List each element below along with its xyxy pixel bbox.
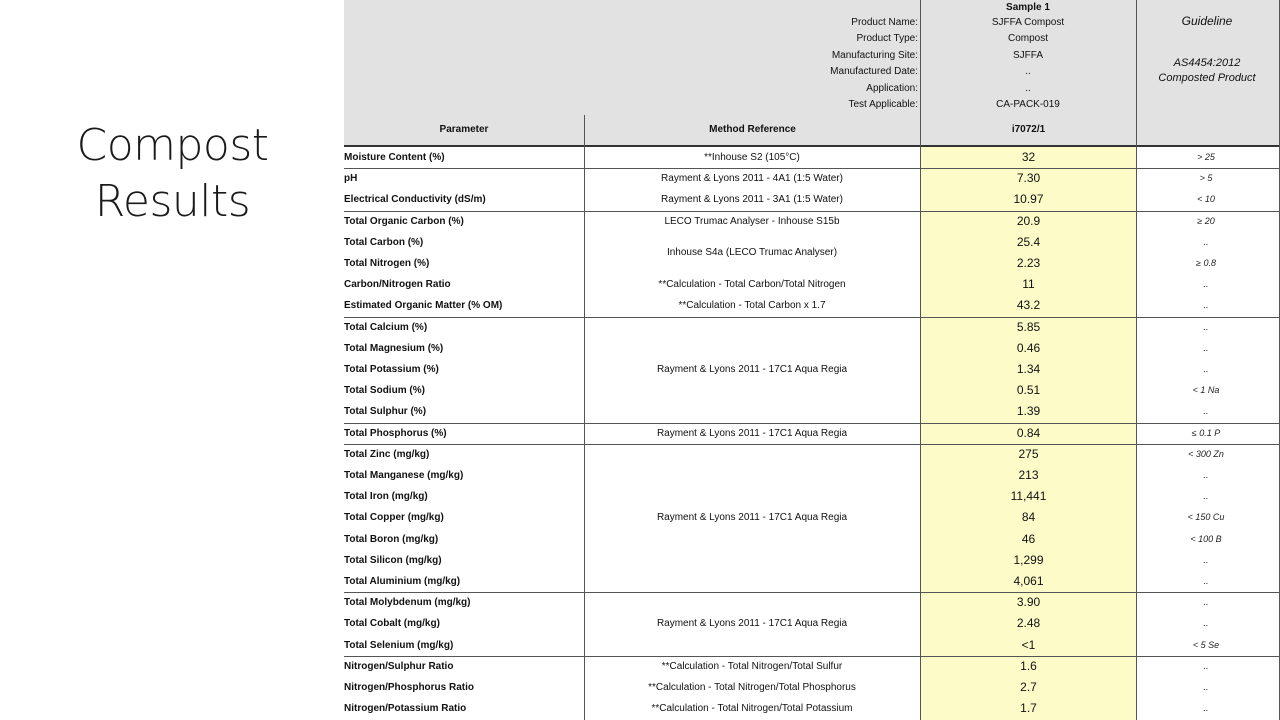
result-cell: <1 xyxy=(1021,638,1036,652)
parameter-cell: Nitrogen/Sulphur Ratio xyxy=(344,661,454,672)
section-divider xyxy=(344,656,1280,657)
method-reference: Rayment & Lyons 2011 - 4A1 (1:5 Water) xyxy=(661,173,843,184)
compost-results-table xyxy=(344,0,1280,720)
parameter-cell: Moisture Content (%) xyxy=(344,152,445,163)
parameter-cell: Total Calcium (%) xyxy=(344,322,428,333)
parameter-cell: Total Phosphorus (%) xyxy=(344,428,447,439)
result-cell: 25.4 xyxy=(1016,235,1041,249)
method-reference: Rayment & Lyons 2011 - 17C1 Aqua Regia xyxy=(656,428,848,439)
section-divider xyxy=(344,211,1280,212)
parameter-cell: Electrical Conductivity (dS/m) xyxy=(344,194,486,205)
method-reference: Inhouse S4a (LECO Trumac Analyser) xyxy=(666,247,838,258)
guideline-cell: < 100 B xyxy=(1190,534,1222,544)
method-reference: **Inhouse S2 (105°C) xyxy=(704,152,800,163)
result-cell: 84 xyxy=(1021,510,1036,524)
result-cell: 1.6 xyxy=(1020,659,1037,673)
result-cell: 2.48 xyxy=(1016,616,1041,630)
parameter-cell: Total Nitrogen (%) xyxy=(344,258,430,269)
guideline-standard-line-1: AS4454:2012 xyxy=(1173,57,1241,69)
method-reference: **Calculation - Total Nitrogen/Total Potassium xyxy=(651,703,853,714)
result-cell: 3.90 xyxy=(1016,595,1041,609)
guideline-cell: .. xyxy=(1203,279,1209,289)
guideline-cell: < 150 Cu xyxy=(1187,512,1225,522)
section-divider xyxy=(344,168,1280,169)
guideline-title: Guideline xyxy=(1181,14,1233,28)
guideline-cell: .. xyxy=(1203,491,1209,501)
result-cell: 7.30 xyxy=(1016,171,1041,185)
guideline-cell: .. xyxy=(1203,470,1209,480)
guideline-cell: > 5 xyxy=(1199,173,1213,183)
table-row xyxy=(344,465,1280,486)
column-divider xyxy=(584,115,585,720)
column-divider xyxy=(1136,0,1137,720)
table-row xyxy=(344,401,1280,422)
table-row xyxy=(344,550,1280,571)
guideline-cell: .. xyxy=(1203,237,1209,247)
table-row xyxy=(344,317,1280,338)
guideline-cell: .. xyxy=(1203,406,1209,416)
result-cell: 11 xyxy=(1022,277,1035,291)
result-cell: 10.97 xyxy=(1013,192,1044,206)
parameter-cell: Nitrogen/Potassium Ratio xyxy=(344,703,467,714)
guideline-cell: < 300 Zn xyxy=(1188,449,1224,459)
parameter-cell: Carbon/Nitrogen Ratio xyxy=(344,279,451,290)
parameter-cell: Nitrogen/Phosphorus Ratio xyxy=(344,682,474,693)
result-cell: 11,441 xyxy=(1010,489,1047,503)
guideline-cell: .. xyxy=(1203,682,1209,692)
parameter-cell: Total Iron (mg/kg) xyxy=(344,491,428,502)
section-divider xyxy=(344,317,1280,318)
method-reference: **Calculation - Total Nitrogen/Total Phosphorus xyxy=(648,682,856,693)
slide-title xyxy=(0,118,345,230)
parameter-cell: Total Silicon (mg/kg) xyxy=(344,555,442,566)
method-reference: Rayment & Lyons 2011 - 17C1 Aqua Regia xyxy=(656,364,848,375)
header-field-label: Product Name: xyxy=(851,17,918,28)
guideline-cell: .. xyxy=(1203,576,1209,586)
result-cell: 32 xyxy=(1021,150,1036,164)
parameter-cell: Total Sulphur (%) xyxy=(344,406,427,417)
header-field-value: .. xyxy=(1025,83,1031,94)
parameter-cell: Total Zinc (mg/kg) xyxy=(344,449,430,460)
parameter-cell: Total Aluminium (mg/kg) xyxy=(344,576,461,587)
header-field-value: CA-PACK-019 xyxy=(996,99,1060,110)
result-cell: 213 xyxy=(1018,468,1039,482)
section-divider xyxy=(344,423,1280,424)
result-cell: 1,299 xyxy=(1013,553,1044,567)
result-cell: 43.2 xyxy=(1016,298,1041,312)
guideline-cell: .. xyxy=(1203,322,1209,332)
table-row xyxy=(344,529,1280,550)
table-row xyxy=(344,380,1280,401)
column-header-sample-id: i7072/1 xyxy=(921,115,1136,147)
guideline-standard-line-2: Composted Product xyxy=(1158,72,1256,84)
parameter-cell: Estimated Organic Matter (% OM) xyxy=(344,300,503,311)
parameter-cell: Total Manganese (mg/kg) xyxy=(344,470,464,481)
result-cell: 0.84 xyxy=(1016,426,1041,440)
result-cell: 5.85 xyxy=(1016,320,1041,334)
guideline-cell: ≤ 0.1 P xyxy=(1191,428,1221,438)
method-reference: **Calculation - Total Carbon x 1.7 xyxy=(678,300,826,311)
header-field-label: Application: xyxy=(866,83,918,94)
guideline-cell: ≥ 0.8 xyxy=(1196,258,1216,268)
header-field-label: Product Type: xyxy=(856,33,918,44)
method-reference: **Calculation - Total Carbon/Total Nitrogen xyxy=(658,279,846,290)
guideline-cell: .. xyxy=(1203,300,1209,310)
method-reference: Rayment & Lyons 2011 - 17C1 Aqua Regia xyxy=(656,618,848,629)
result-cell: 20.9 xyxy=(1016,214,1041,228)
column-divider xyxy=(920,0,921,720)
result-cell: 46 xyxy=(1021,532,1036,546)
column-header-guideline xyxy=(1136,115,1280,147)
result-cell: 1.39 xyxy=(1016,404,1041,418)
parameter-cell: Total Copper (mg/kg) xyxy=(344,512,444,523)
slide-title-line-2: Results xyxy=(94,176,251,227)
slide-title-line-1: Compost xyxy=(76,120,269,171)
result-cell: 1.34 xyxy=(1016,362,1041,376)
result-cell: 0.51 xyxy=(1016,383,1041,397)
section-divider xyxy=(344,444,1280,445)
method-reference: **Calculation - Total Nitrogen/Total Sulfur xyxy=(661,661,843,672)
table-row xyxy=(344,635,1280,656)
table-row xyxy=(344,486,1280,507)
parameter-cell: Total Selenium (mg/kg) xyxy=(344,640,454,651)
result-cell: 2.7 xyxy=(1020,680,1037,694)
guideline-cell: < 1 Na xyxy=(1192,385,1220,395)
column-header-parameter: Parameter xyxy=(344,115,584,147)
section-divider xyxy=(344,592,1280,593)
result-cell: 275 xyxy=(1018,447,1039,461)
guideline-cell: .. xyxy=(1203,555,1209,565)
header-field-label: Manufactured Date: xyxy=(830,66,918,77)
header-field-value: SJFFA Compost xyxy=(991,17,1065,28)
guideline-standard xyxy=(1137,56,1277,86)
result-cell: 4,061 xyxy=(1013,574,1044,588)
parameter-cell: Total Potassium (%) xyxy=(344,364,439,375)
parameter-cell: Total Boron (mg/kg) xyxy=(344,534,439,545)
guideline-cell: < 5 Se xyxy=(1192,640,1220,650)
header-field-value: .. xyxy=(1025,66,1031,77)
guideline-cell: .. xyxy=(1203,661,1209,671)
guideline-cell: .. xyxy=(1203,703,1209,713)
parameter-cell: Total Magnesium (%) xyxy=(344,343,444,354)
guideline-cell: < 10 xyxy=(1197,194,1215,204)
guideline-cell: .. xyxy=(1203,597,1209,607)
method-reference: Rayment & Lyons 2011 - 17C1 Aqua Regia xyxy=(656,512,848,523)
sample-header xyxy=(344,0,1280,116)
guideline-header xyxy=(1136,0,1280,115)
parameter-cell: Total Cobalt (mg/kg) xyxy=(344,618,440,629)
table-row xyxy=(344,338,1280,359)
table-row xyxy=(344,444,1280,465)
result-cell: 1.7 xyxy=(1020,701,1037,715)
header-field-value: Compost xyxy=(1007,33,1048,44)
guideline-cell: ≥ 20 xyxy=(1197,216,1215,226)
header-field-value: SJFFA xyxy=(1012,50,1043,61)
guideline-cell: .. xyxy=(1203,364,1209,374)
guideline-cell: > 25 xyxy=(1197,152,1215,162)
header-field-label: Manufacturing Site: xyxy=(831,50,918,61)
parameter-cell: pH xyxy=(344,173,358,184)
header-field-label: Test Applicable: xyxy=(848,99,918,110)
result-cell: 2.23 xyxy=(1016,256,1041,270)
column-header-method: Method Reference xyxy=(584,115,921,147)
table-row xyxy=(344,571,1280,592)
parameter-cell: Total Organic Carbon (%) xyxy=(344,216,464,227)
parameter-cell: Total Sodium (%) xyxy=(344,385,425,396)
result-cell: 0.46 xyxy=(1016,341,1041,355)
method-reference: LECO Trumac Analyser - Inhouse S15b xyxy=(664,216,840,227)
sample-label: Sample 1 xyxy=(1006,2,1050,13)
parameter-cell: Total Molybdenum (mg/kg) xyxy=(344,597,471,608)
parameter-cell: Total Carbon (%) xyxy=(344,237,424,248)
guideline-cell: .. xyxy=(1203,343,1209,353)
method-reference: Rayment & Lyons 2011 - 3A1 (1:5 Water) xyxy=(661,194,843,205)
guideline-cell: .. xyxy=(1203,618,1209,628)
table-row xyxy=(344,592,1280,613)
